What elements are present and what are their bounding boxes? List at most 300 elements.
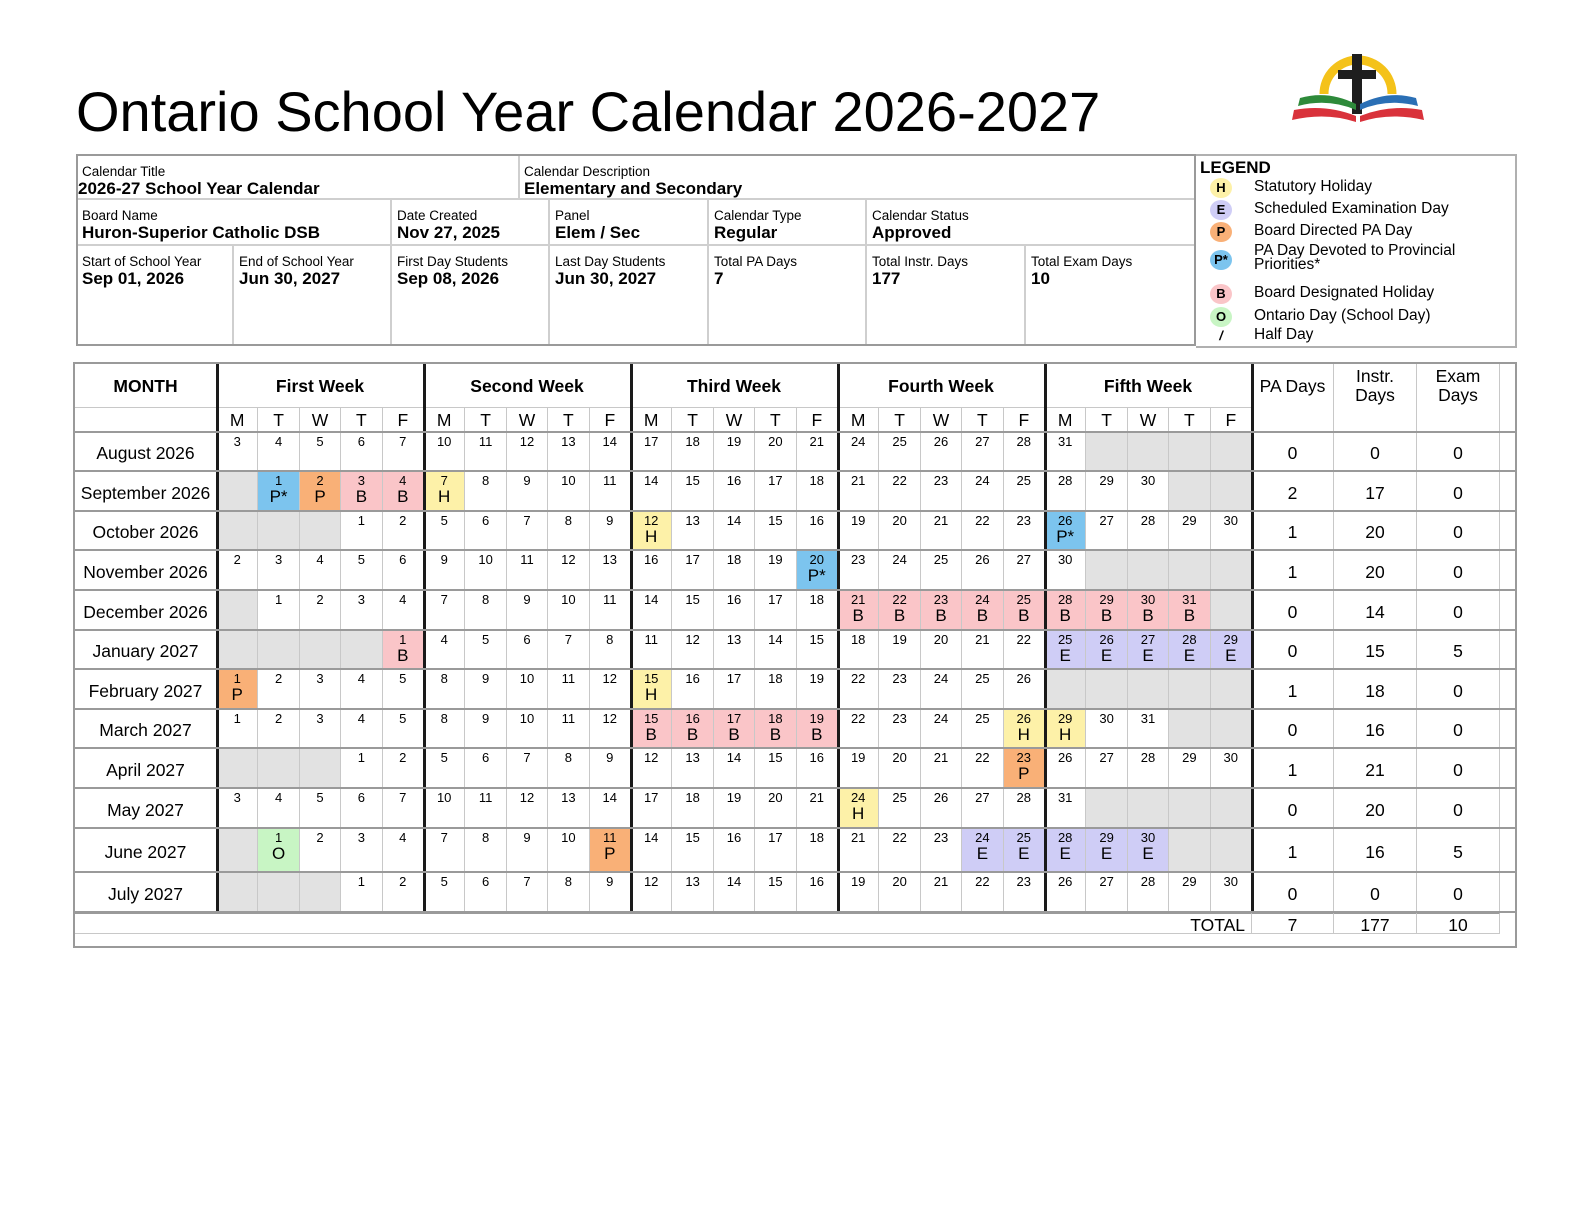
day-number: 13 [561,790,576,805]
day-number: 25 [1057,632,1073,647]
day-number: 22 [850,671,866,686]
day-cell [548,511,589,550]
day-cell [1004,709,1045,748]
day-number: 3 [357,830,365,845]
empty-day-cell [1169,550,1210,590]
day-cell [341,788,382,828]
day-number: 20 [933,632,949,647]
day-number: 15 [643,711,659,726]
day-cell [548,669,589,709]
pa-days-value: 0 [1252,709,1334,748]
day-number: 12 [643,874,659,889]
day-number: 29 [1182,750,1197,765]
weekday-header: M [217,408,258,432]
day-number: 19 [892,632,907,647]
day-cell [631,590,672,630]
legend-code-o: O [1210,307,1232,327]
day-number: 1 [399,632,407,647]
day-cell [672,630,713,669]
day-cell [383,872,424,912]
month-label: January 2027 [75,630,217,669]
day-number: 18 [809,473,825,488]
day-cell [1169,748,1210,788]
legend-label: Board Designated Holiday [1254,284,1435,301]
first-day-label: First Day Students [397,254,509,269]
day-cell [341,550,382,590]
day-cell [1004,872,1045,912]
week-separator-line [837,364,840,912]
legend-panel [1196,154,1517,348]
day-number: 5 [399,711,407,726]
day-cell [838,828,879,872]
day-cell [424,748,465,788]
day-number: 14 [602,434,618,449]
day-number: 6 [399,552,407,567]
day-number: 28 [1057,473,1073,488]
day-cell [879,590,920,630]
day-number: 10 [561,830,576,845]
day-cell [258,709,299,748]
day-code: B [1100,606,1113,625]
day-number: 7 [523,750,531,765]
day-cell [507,828,548,872]
empty-day-cell [217,828,258,872]
month-label: May 2027 [75,788,217,828]
day-number: 8 [440,711,448,726]
total-pa-label: Total PA Days [714,254,798,269]
day-cell [383,471,424,511]
legend-code-b: B [1210,284,1232,304]
day-cell [755,550,796,590]
day-number: 11 [478,790,493,805]
day-number: 2 [233,552,241,567]
weekday-header: T [258,408,299,432]
day-number: 4 [399,830,407,845]
day-cell [1128,471,1169,511]
day-number: 11 [603,830,617,845]
day-number: 20 [892,513,907,528]
day-code: H [645,685,658,704]
empty-day-cell [217,590,258,630]
day-cell [341,748,382,788]
legend-item-statutory-holiday [1210,178,1510,198]
day-number: 15 [685,473,700,488]
day-number: 19 [850,750,866,765]
day-number: 29 [1099,830,1114,845]
row-separator-line [75,708,1515,710]
day-cell [1169,630,1210,669]
weekday-header: T [341,408,382,432]
day-cell [962,669,1003,709]
day-number: 3 [233,434,241,449]
day-number: 13 [561,434,576,449]
day-code: P [604,844,616,863]
empty-day-cell [1086,669,1127,709]
empty-day-cell [300,748,341,788]
day-cell [300,590,341,630]
day-number: 20 [892,750,907,765]
day-number: 26 [1016,711,1032,726]
day-cell [879,669,920,709]
day-number: 9 [523,830,531,845]
exam-days-value: 0 [1417,590,1500,630]
day-code: B [769,725,782,744]
day-cell [548,748,589,788]
day-number: 26 [1057,750,1073,765]
day-number: 21 [850,592,866,607]
start-year-label: Start of School Year [82,254,202,269]
day-cell [755,630,796,669]
day-number: 12 [519,790,535,805]
day-number: 4 [357,711,365,726]
day-cell [755,669,796,709]
day-cell [548,788,589,828]
day-cell [962,828,1003,872]
day-cell [1004,828,1045,872]
day-cell [465,788,506,828]
total-exam-days: 10 [1417,912,1500,934]
empty-day-cell [1169,828,1210,872]
day-cell [962,590,1003,630]
pa-days-value: 0 [1252,432,1334,471]
board-name-field [78,200,390,246]
day-cell [1045,432,1086,471]
day-cell [838,471,879,511]
day-number: 31 [1057,434,1073,449]
day-number: 28 [1140,513,1156,528]
day-number: 2 [316,592,324,607]
day-number: 17 [685,552,700,567]
day-cell [797,432,838,471]
week-header: Fourth Week [838,364,1045,408]
day-code: E [1018,844,1030,863]
empty-day-cell [1211,550,1252,590]
day-cell [383,788,424,828]
day-code: H [1017,725,1030,744]
empty-day-cell [1128,669,1169,709]
day-number: 27 [1099,874,1114,889]
row-separator-line [75,827,1515,829]
day-number: 10 [519,671,535,686]
calendar-info-panel [76,154,1196,346]
day-number: 1 [357,513,365,528]
day-cell [548,872,589,912]
day-cell [341,872,382,912]
day-number: 13 [685,874,700,889]
day-cell [755,748,796,788]
legend-code-p-star: P* [1210,250,1232,270]
total-instr-value: 177 [872,269,901,288]
day-cell [590,471,631,511]
day-number: 15 [685,592,700,607]
day-number: 7 [440,473,448,488]
day-cell [424,511,465,550]
day-cell [797,748,838,788]
day-code: E [1142,844,1154,863]
day-number: 14 [643,473,659,488]
day-number: 18 [685,434,700,449]
day-number: 29 [1223,632,1239,647]
day-cell [1211,872,1252,912]
day-number: 3 [316,711,324,726]
day-number: 10 [478,552,493,567]
day-number: 29 [1057,711,1073,726]
day-cell [755,828,796,872]
day-cell [258,669,299,709]
day-cell [921,471,962,511]
instr-header-line: Instr. [1356,366,1394,386]
day-cell [258,550,299,590]
day-number: 16 [809,874,825,889]
day-number: 22 [975,750,990,765]
calendar-title-field [78,156,518,200]
day-cell [383,709,424,748]
day-cell [797,511,838,550]
info-row-3 [78,246,1194,346]
day-code: P [231,685,243,704]
day-number: 30 [1223,513,1239,528]
day-cell [838,709,879,748]
day-cell [1004,669,1045,709]
day-number: 27 [975,790,990,805]
day-cell [465,432,506,471]
day-number: 6 [481,750,490,765]
day-number: 11 [478,434,493,449]
day-cell [714,550,755,590]
day-number: 10 [436,790,452,805]
day-cell [548,709,589,748]
day-cell [714,828,755,872]
week-header: Second Week [424,364,631,408]
day-cell [755,432,796,471]
day-code: E [1100,646,1113,665]
day-cell [465,872,506,912]
month-label: December 2026 [75,590,217,630]
empty-day-cell [300,630,341,669]
day-cell [1169,511,1210,550]
day-cell [921,748,962,788]
pa-days-value: 0 [1252,630,1334,669]
day-cell [714,669,755,709]
day-number: 12 [643,513,659,528]
day-cell [797,550,838,590]
month-label: August 2026 [75,432,217,471]
day-code: B [1142,606,1154,625]
day-number: 30 [1140,592,1156,607]
day-number: 11 [561,711,576,726]
day-number: 8 [481,473,490,488]
day-number: 9 [606,874,614,889]
day-cell [962,748,1003,788]
day-number: 20 [892,874,907,889]
day-cell [465,550,506,590]
day-number: 27 [975,434,990,449]
weekday-header: F [1211,408,1252,432]
day-cell [1045,709,1086,748]
day-cell [383,590,424,630]
day-cell [1045,788,1086,828]
day-cell [465,471,506,511]
day-cell [341,590,382,630]
day-cell [300,709,341,748]
day-cell [217,550,258,590]
day-number: 11 [603,473,617,488]
calendar-title-value: 2026-27 School Year Calendar [78,179,320,198]
day-number: 8 [606,632,614,647]
day-cell [631,788,672,828]
legend-code-e: E [1210,200,1232,220]
day-number: 14 [602,790,618,805]
day-number: 4 [399,592,407,607]
day-cell [1045,828,1086,872]
day-number: 23 [1016,874,1032,889]
day-cell [755,471,796,511]
day-number: 23 [1016,513,1032,528]
day-cell [631,828,672,872]
day-cell [921,511,962,550]
day-number: 8 [564,513,572,528]
day-cell [879,748,920,788]
day-number: 11 [603,592,617,607]
day-number: 19 [850,513,866,528]
weekday-header: T [1086,408,1127,432]
day-cell [838,669,879,709]
day-cell [672,511,713,550]
day-code: E [1183,646,1196,665]
day-number: 2 [274,671,283,686]
empty-day-cell [1045,669,1086,709]
day-cell [300,550,341,590]
day-number: 24 [850,790,866,805]
day-cell [1211,511,1252,550]
day-number: 20 [768,434,783,449]
day-number: 4 [399,473,407,488]
day-number: 23 [892,671,907,686]
month-label: November 2026 [75,550,217,590]
day-cell [217,709,258,748]
instr-days-value: 16 [1334,709,1417,748]
empty-day-cell [341,630,382,669]
day-cell [383,432,424,471]
day-cell [507,511,548,550]
day-cell [383,748,424,788]
day-number: 13 [602,552,618,567]
day-number: 8 [564,750,572,765]
calendar-status-value: Approved [872,223,952,242]
day-cell [424,872,465,912]
empty-day-cell [258,630,299,669]
day-number: 1 [357,874,365,889]
day-code: B [686,725,699,744]
exam-days-value: 0 [1417,550,1500,590]
day-cell [714,590,755,630]
day-number: 15 [768,750,783,765]
day-number: 14 [726,750,742,765]
day-cell [879,471,920,511]
day-number: 12 [519,434,535,449]
empty-day-cell [300,872,341,912]
weekday-header: W [1128,408,1169,432]
day-number: 24 [975,592,990,607]
day-code: H [645,527,658,546]
day-cell [921,828,962,872]
day-number: 5 [481,632,490,647]
day-number: 22 [892,592,907,607]
day-cell [838,872,879,912]
exam-days-value: 5 [1417,828,1500,872]
day-cell [838,748,879,788]
day-number: 1 [274,592,283,607]
calendar-description-label: Calendar Description [524,164,651,179]
day-cell [838,590,879,630]
legend-code-p: P [1210,222,1232,242]
day-number: 28 [1140,874,1156,889]
day-number: 9 [481,671,490,686]
pa-days-value: 0 [1252,590,1334,630]
day-cell [507,630,548,669]
day-number: 16 [685,671,700,686]
day-number: 21 [809,434,825,449]
day-cell [590,788,631,828]
day-number: 21 [850,830,866,845]
day-cell [879,872,920,912]
day-number: 2 [399,874,407,889]
day-cell [921,709,962,748]
last-day-field [551,246,707,346]
day-number: 6 [481,874,490,889]
month-label: June 2027 [75,828,217,872]
weekday-header: F [383,408,424,432]
first-day-field [393,246,549,346]
day-cell [797,471,838,511]
day-number: 13 [685,750,700,765]
exam-days-value: 0 [1417,432,1500,471]
day-code: B [1183,606,1196,625]
day-cell [672,748,713,788]
day-number: 22 [975,513,990,528]
day-cell [258,590,299,630]
date-created-label: Date Created [397,208,478,223]
day-number: 10 [561,592,576,607]
day-cell [631,511,672,550]
calendar-description-field [520,156,1196,200]
day-cell [672,550,713,590]
weekday-header: W [714,408,755,432]
day-cell [341,828,382,872]
day-number: 28 [1057,592,1073,607]
day-number: 22 [1016,632,1032,647]
day-cell [838,432,879,471]
day-number: 7 [564,632,572,647]
exam-days-value: 0 [1417,748,1500,788]
day-cell [1128,590,1169,630]
day-cell [714,788,755,828]
day-number: 21 [933,874,949,889]
day-number: 14 [643,592,659,607]
day-cell [797,669,838,709]
day-cell [962,471,1003,511]
weekday-header: T [879,408,920,432]
calendar-description-value: Elementary and Secondary [524,179,743,198]
empty-day-cell [1169,788,1210,828]
day-cell [590,432,631,471]
panel-field [551,200,709,246]
day-number: 24 [892,552,907,567]
day-cell [672,709,713,748]
day-cell [962,511,1003,550]
empty-day-cell [1128,550,1169,590]
day-number: 14 [768,632,783,647]
